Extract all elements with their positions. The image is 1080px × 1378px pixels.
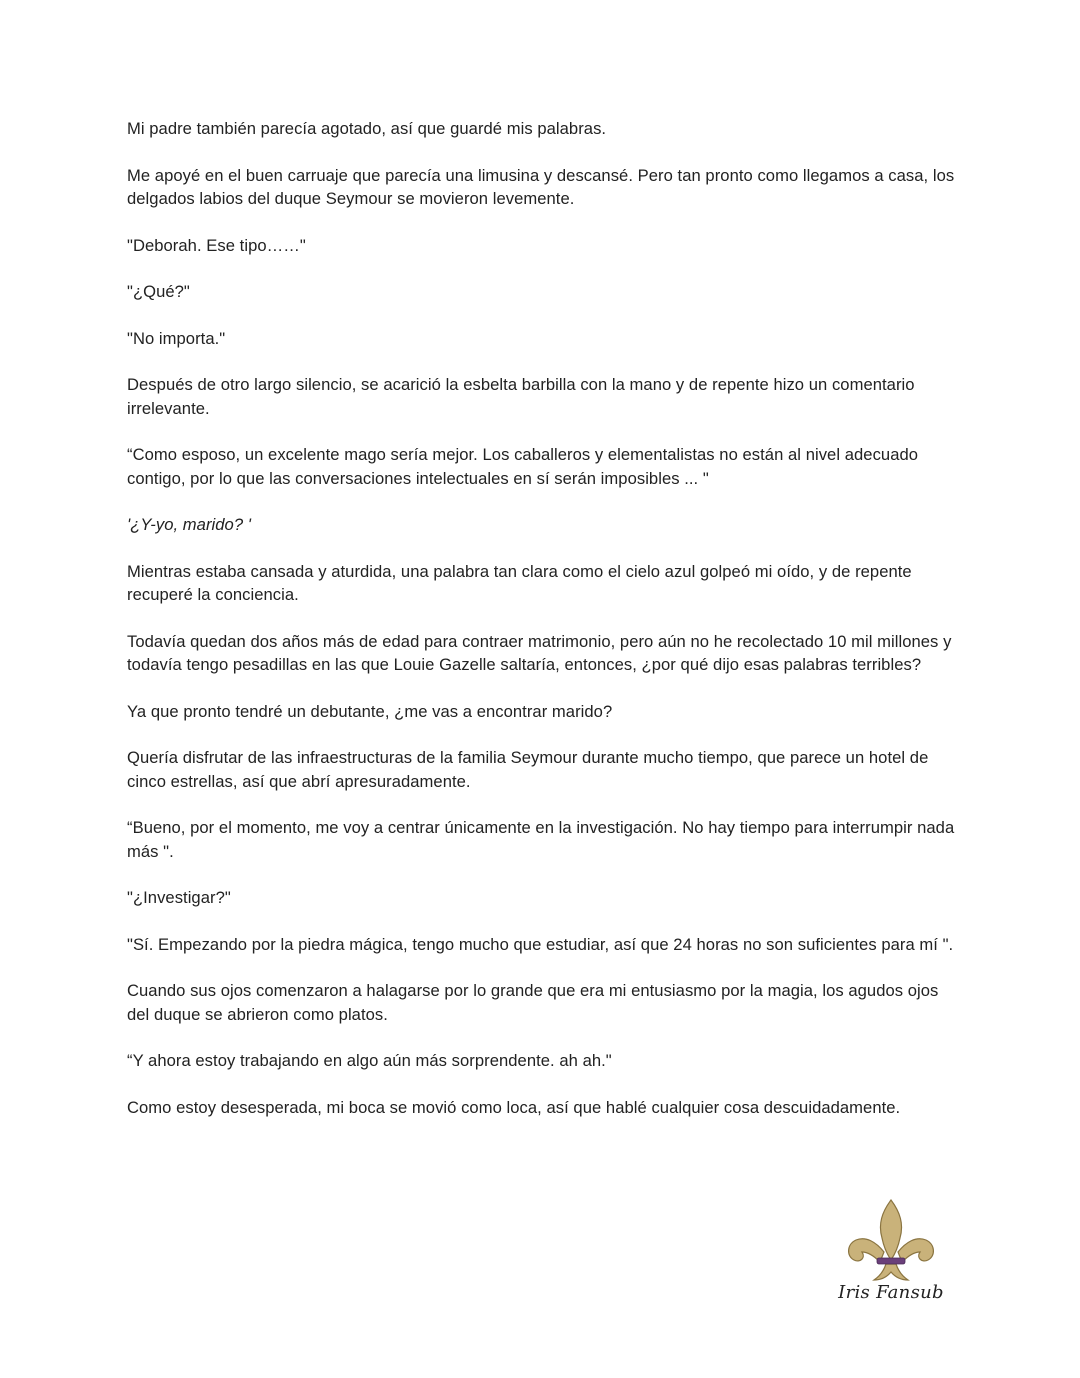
paragraph: "Deborah. Ese tipo……"	[127, 235, 306, 255]
paragraph: "No importa."	[127, 328, 226, 348]
fleur-de-lis-icon	[844, 1196, 938, 1286]
paragraph: Quería disfrutar de las infraestructuras de la familia Seymour durante mucho tiempo, que parece un hotel de cinco estrellas, así que abrí apresuradamente.	[127, 748, 929, 791]
paragraph: "Sí. Empezando por la piedra mágica, tengo mucho que estudiar, así que 24 horas no son suficientes para mí ".	[127, 934, 954, 954]
paragraph: Me apoyé en el buen carruaje que parecía una limusina y descansé. Pero tan pronto como llegamos a casa, los delgados labios del duque Seymour se movieron levemente.	[127, 165, 955, 208]
paragraph: “Y ahora estoy trabajando en algo aún más sorprendente. ah ah."	[127, 1051, 612, 1070]
watermark-text: Iris Fansub	[838, 1282, 944, 1303]
paragraph: “Como esposo, un excelente mago sería mejor. Los caballeros y elementalistas no están al nivel adecuado contigo, por lo que las conversaciones intelectuales en sí serán imposibles ... "	[127, 445, 919, 488]
document-body	[127, 117, 959, 1142]
paragraph: Después de otro largo silencio, se acarició la esbelta barbilla con la mano y de repente hizo un comentario irrelevante.	[127, 375, 915, 418]
paragraph: '¿Y-yo, marido? '	[127, 515, 251, 534]
watermark-logo	[836, 1196, 946, 1308]
paragraph: Ya que pronto tendré un debutante, ¿me vas a encontrar marido?	[127, 701, 613, 721]
paragraph: Cuando sus ojos comenzaron a halagarse por lo grande que era mi entusiasmo por la magia, los agudos ojos del duque se abrieron como platos.	[127, 981, 939, 1024]
paragraph: “Bueno, por el momento, me voy a centrar únicamente en la investigación. No hay tiempo para interrumpir nada más ".	[127, 818, 955, 861]
paragraph: Como estoy desesperada, mi boca se movió como loca, así que hablé cualquier cosa descuidadamente.	[127, 1097, 901, 1117]
paragraph: "¿Qué?"	[127, 282, 190, 301]
paragraph: "¿Investigar?"	[127, 888, 231, 907]
paragraph: Mi padre también parecía agotado, así que guardé mis palabras.	[127, 119, 607, 138]
paragraph: Todavía quedan dos años más de edad para contraer matrimonio, pero aún no he recolectado 10 mil millones y todavía tengo pesadillas en las que Louie Gazelle saltaría, entonces, ¿por qué dijo esas palabras terribles?	[127, 631, 952, 674]
paragraph: Mientras estaba cansada y aturdida, una palabra tan clara como el cielo azul golpeó mi oído, y de repente recuperé la conciencia.	[127, 561, 912, 604]
